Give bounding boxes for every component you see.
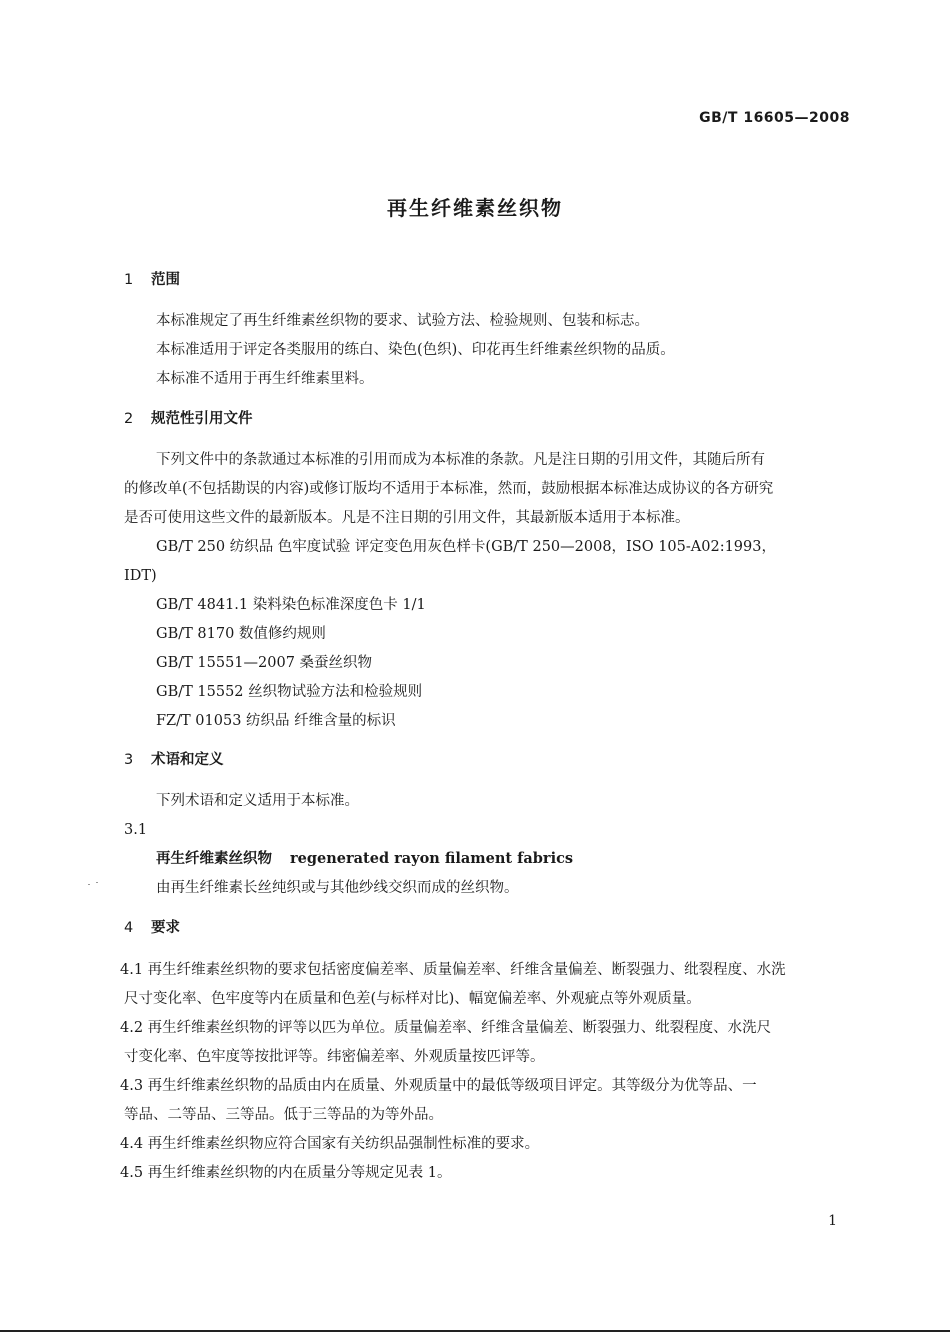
term-definition: 由再生纤维素长丝纯织或与其他纱线交织而成的丝织物。 (156, 880, 519, 896)
reference-item: GB/T 8170 数值修约规则 (156, 626, 326, 642)
clause-4-3-line: 4.3 再生纤维素丝织物的品质由内在质量、外观质量中的最低等级项目评定。其等级分为优等品、一 (120, 1078, 757, 1094)
section-number: 3 (124, 752, 134, 768)
section-1-heading (124, 270, 180, 290)
clause-4-1-line: 尺寸变化率、色牢度等内在质量和色差(与标样对比)、幅宽偏差率、外观疵点等外观质量。 (124, 991, 701, 1007)
subsection-number: 3.1 (124, 822, 148, 838)
standard-number: GB/T 16605—2008 (699, 110, 850, 126)
scan-speck (96, 882, 98, 883)
clause-4-2-line: 4.2 再生纤维素丝织物的评等以匹为单位。质量偏差率、纤维含量偏差、断裂强力、纰裂程度、水洗尺 (120, 1020, 772, 1036)
paragraph: 本标准适用于评定各类服用的练白、染色(色织)、印花再生纤维素丝织物的品质。 (156, 342, 675, 358)
document-title: 再生纤维素丝织物 (387, 196, 563, 220)
page-number: 1 (828, 1213, 837, 1229)
reference-item: GB/T 15552 丝织物试验方法和检验规则 (156, 684, 423, 700)
clause-4-3-line: 等品、二等品、三等品。低于三等品的为等外品。 (124, 1107, 443, 1123)
clause-4-2-line: 寸变化率、色牢度等按批评等。纬密偏差率、外观质量按匹评等。 (124, 1049, 545, 1065)
paragraph: 本标准规定了再生纤维素丝织物的要求、试验方法、检验规则、包装和标志。 (156, 313, 649, 329)
section-title: 范围 (151, 272, 180, 288)
reference-item: GB/T 4841.1 染料染色标准深度色卡 1/1 (156, 597, 426, 613)
reference-item: FZ/T 01053 纺织品 纤维含量的标识 (156, 713, 396, 729)
paragraph-line: 是否可使用这些文件的最新版本。凡是不注日期的引用文件，其最新版本适用于本标准。 (124, 510, 690, 526)
scan-speck (88, 884, 90, 885)
paragraph: 本标准不适用于再生纤维素里料。 (156, 371, 374, 387)
term-english: regenerated rayon filament fabrics (290, 850, 574, 867)
reference-item: GB/T 250 纺织品 色牢度试验 评定变色用灰色样卡(GB/T 250—2008，ISO 105-A02:1993， (156, 539, 776, 555)
section-number: 2 (124, 411, 134, 427)
section-3-heading (124, 750, 224, 770)
section-title: 规范性引用文件 (151, 411, 253, 427)
paragraph-line: 的修改单(不包括勘误的内容)或修订版均不适用于本标准，然而，鼓励根据本标准达成协议的各方研究 (124, 481, 774, 497)
section-4-heading (124, 918, 180, 938)
section-number: 4 (124, 920, 134, 936)
section-title: 要求 (151, 920, 180, 936)
paragraph: 下列术语和定义适用于本标准。 (156, 793, 359, 809)
clause-4-4: 4.4 再生纤维素丝织物应符合国家有关纺织品强制性标准的要求。 (120, 1136, 540, 1152)
section-2-heading (124, 409, 253, 429)
reference-item: GB/T 15551—2007 桑蚕丝织物 (156, 655, 373, 671)
section-number: 1 (124, 272, 134, 288)
reference-item-continuation: IDT) (124, 568, 157, 584)
term-chinese: 再生纤维素丝织物 (156, 851, 272, 867)
section-title: 术语和定义 (151, 752, 224, 768)
paragraph-line: 下列文件中的条款通过本标准的引用而成为本标准的条款。凡是注日期的引用文件，其随后所有 (156, 452, 765, 468)
page-bottom-edge (0, 1330, 950, 1332)
clause-4-5: 4.5 再生纤维素丝织物的内在质量分等规定见表 1。 (120, 1165, 452, 1181)
clause-4-1-line: 4.1 再生纤维素丝织物的要求包括密度偏差率、质量偏差率、纤维含量偏差、断裂强力、纰裂程度、水洗 (120, 962, 786, 978)
term-heading (156, 849, 573, 869)
